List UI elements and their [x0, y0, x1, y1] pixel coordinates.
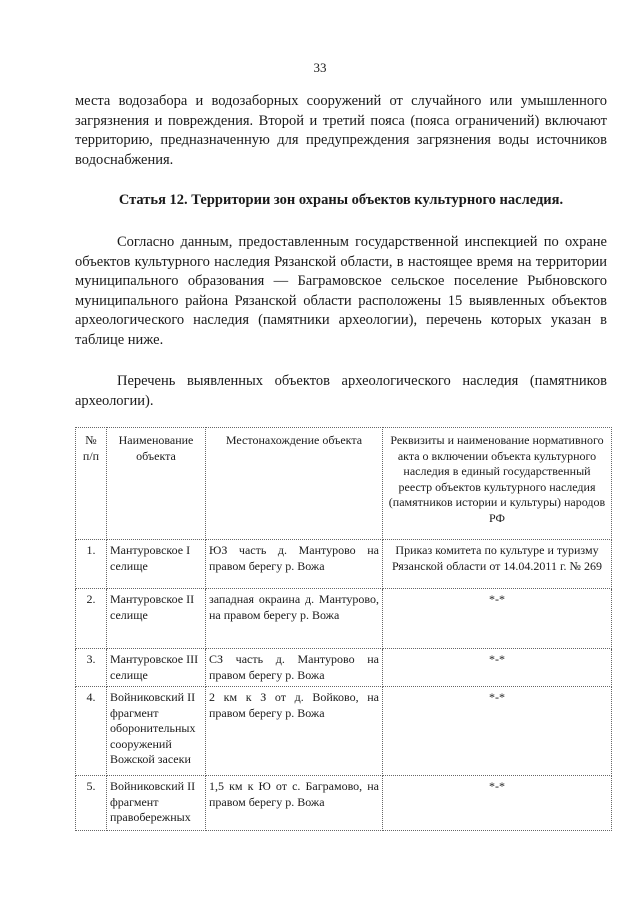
cell-act: Приказ комитета по культуре и туризму Рязанской области от 14.04.2011 г. № 269	[383, 540, 612, 589]
article-heading: Статья 12. Территории зон охраны объектов культурного наследия.	[118, 192, 564, 208]
table-row	[76, 776, 612, 831]
table-row	[76, 540, 612, 589]
paragraph-heritage-intro: Согласно данным, предоставленным государственной инспекцией по охране объектов культурного наследия Рязанской области, в настоящее время на территории муниципального образования — Баграмовское сельское поселение Рыбновского муниципального района Рязанской области расположены 15 выявленных объектов археологического наследия (памятники археологии), перечень которых указан в таблице ниже.	[75, 234, 607, 348]
table-row	[76, 687, 612, 776]
cell-act: *-*	[383, 589, 612, 649]
header-location: Местонахождение объекта	[206, 428, 383, 540]
cell-act: *-*	[383, 776, 612, 831]
paragraph-water-zones: места водозабора и водозаборных сооружений от случайного или умышленного загрязнения и повреждения. Второй и третий пояса (пояса ограничений) включают территорию, предназначенную для предупреждения загрязнения воды источников водоснабжения.	[75, 93, 607, 168]
cell-name: Мантуровское I селище	[107, 540, 206, 589]
cell-name: Мантуровское III селище	[107, 649, 206, 687]
cell-location: ЮЗ часть д. Мантурово на правом берегу р. Вожа	[206, 540, 383, 589]
header-name: Наименование объекта	[107, 428, 206, 540]
cell-num: 4.	[76, 687, 107, 776]
table-header-row	[76, 428, 612, 540]
cell-num: 3.	[76, 649, 107, 687]
cell-num: 1.	[76, 540, 107, 589]
cell-act: *-*	[383, 649, 612, 687]
cell-num: 2.	[76, 589, 107, 649]
cell-name: Войниковский II фрагмент правобережных	[107, 776, 206, 831]
table-caption: Перечень выявленных объектов археологического наследия (памятников археологии).	[75, 373, 607, 409]
header-act: Реквизиты и наименование нормативного акта о включении объекта культурного наследия в единый государственный реестр объектов культурного наследия (памятников истории и культуры) народов РФ	[383, 428, 612, 540]
cell-location: 2 км к З от д. Войково, на правом берегу р. Вожа	[206, 687, 383, 776]
cell-location: 1,5 км к Ю от с. Баграмово, на правом берегу р. Вожа	[206, 776, 383, 831]
cell-name: Мантуровское II селище	[107, 589, 206, 649]
header-num: № п/п	[76, 428, 107, 540]
table-row	[76, 649, 612, 687]
page-number: 33	[313, 60, 327, 75]
table-row	[76, 589, 612, 649]
heritage-objects-table	[75, 427, 612, 831]
cell-location: западная окраина д. Мантурово, на правом берегу р. Вожа	[206, 589, 383, 649]
cell-name: Войниковский II фрагмент оборонительных сооружений Вожской засеки	[107, 687, 206, 776]
cell-act: *-*	[383, 687, 612, 776]
cell-num: 5.	[76, 776, 107, 831]
cell-location: СЗ часть д. Мантурово на правом берегу р. Вожа	[206, 649, 383, 687]
